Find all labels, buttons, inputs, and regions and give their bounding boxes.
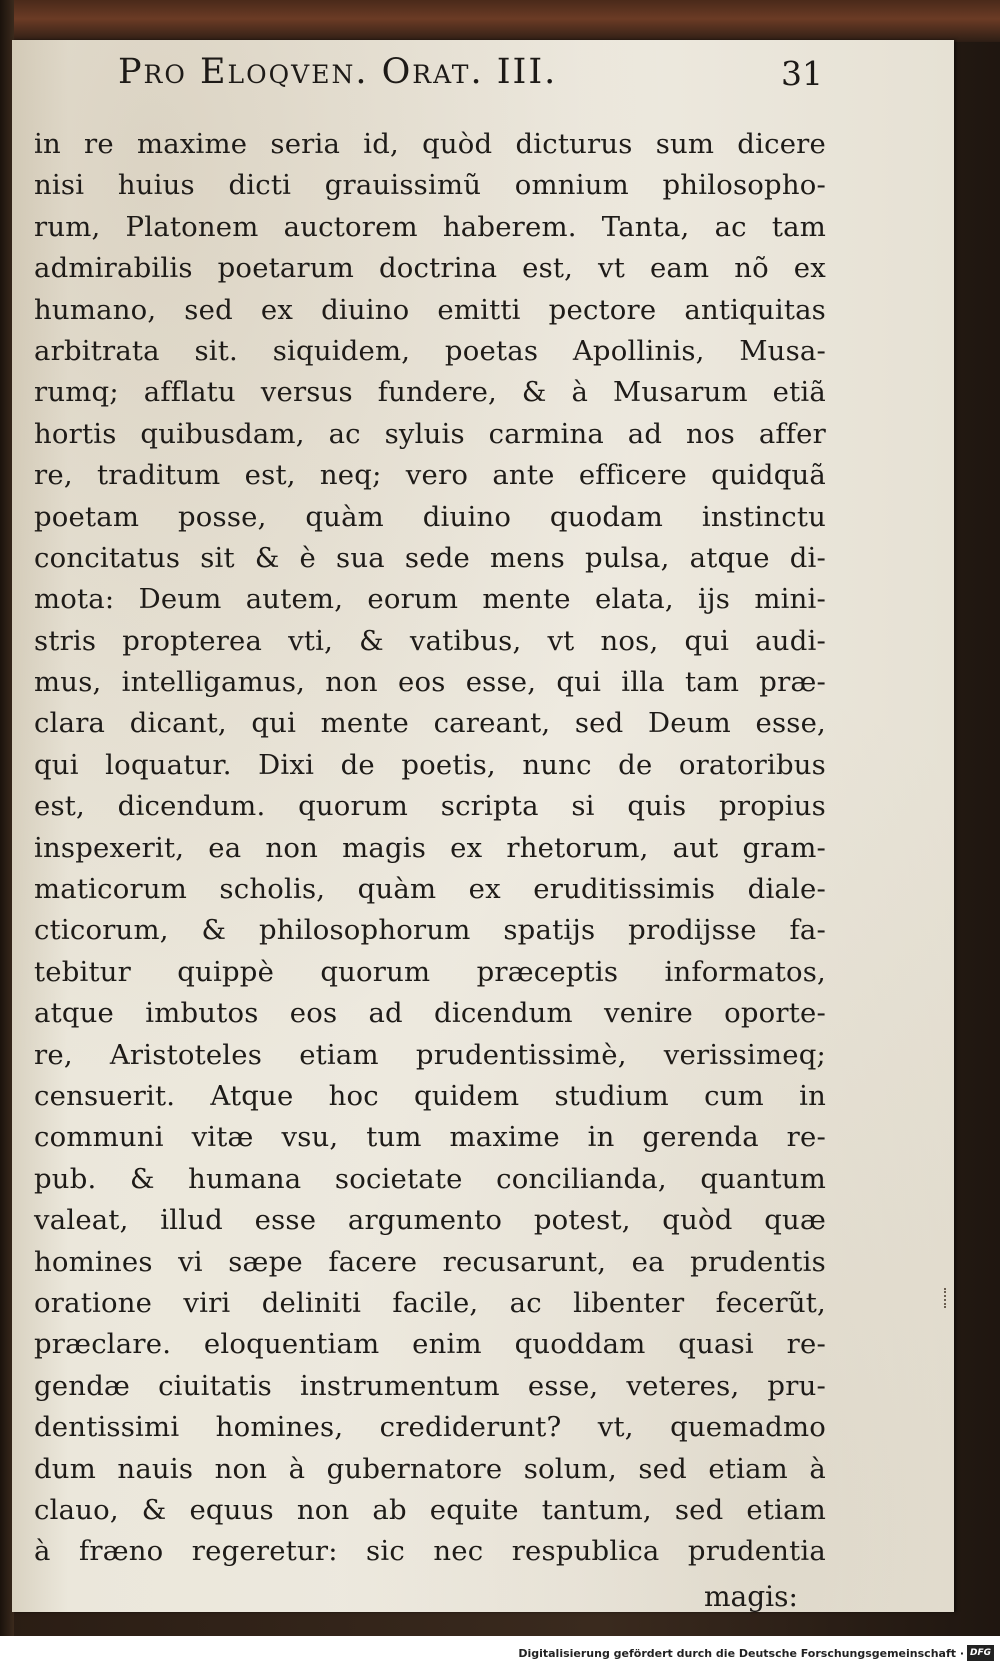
body-text [34,124,826,1573]
text-line: à fræno regeretur: sic nec respublica prudentia [34,1535,826,1568]
text-line: gendæ ciuitatis instrumentum esse, veteres, pru- [34,1369,826,1402]
text-line: dentissimi homines, crediderunt? vt, quemadmo [34,1411,826,1444]
book-top-edge [0,0,1000,42]
text-line: hortis quibusdam, ac syluis carmina ad nos affer [34,417,826,450]
text-line: nisi huius dicti grauissimũ omnium philosopho- [34,169,826,202]
text-line: est, dicendum. quorum scripta si quis propius [34,790,826,823]
text-line: poetam posse, quàm diuino quodam instinctu [34,500,826,533]
text-line: humano, sed ex diuino emitti pectore antiquitas [34,293,826,326]
footer-bar [0,1636,1000,1673]
text-line: homines vi sæpe facere recusarunt, ea prudentis [34,1245,826,1278]
text-line: dum nauis non à gubernatore solum, sed etiam à [34,1452,826,1485]
text-line: oratione viri deliniti facile, ac libenter fecerũt, [34,1286,826,1319]
text-line: censuerit. Atque hoc quidem studium cum in [34,1079,826,1112]
text-line: rumq; afflatu versus fundere, & à Musarum etiã [34,376,826,409]
text-line: pub. & humana societate concilianda, quantum [34,1162,826,1195]
page-number: 31 [781,54,823,93]
text-line: maticorum scholis, quàm ex eruditissimis diale- [34,873,826,906]
text-line: re, Aristoteles etiam prudentissimè, verissimeq; [34,1038,826,1071]
margin-mark [944,1288,949,1308]
text-line: in re maxime seria id, quòd dicturus sum dicere [34,128,826,160]
text-line: rum, Platonem auctorem haberem. Tanta, ac tam [34,210,826,243]
text-line: stris propterea vti, & vatibus, vt nos, qui audi- [34,624,826,657]
text-line: clauo, & equus non ab equite tantum, sed etiam [34,1493,826,1526]
text-line: atque imbutos eos ad dicendum venire oporte- [34,997,826,1030]
running-title: Pro Eloqven. Orat. III. [118,52,558,92]
text-line: tebitur quippè quorum præceptis informatos, [34,955,826,988]
text-line: qui loquatur. Dixi de poetis, nunc de oratoribus [34,748,826,781]
text-line: concitatus sit & è sua sede mens pulsa, atque di- [34,541,826,574]
text-line: admirabilis poetarum doctrina est, vt eam nõ ex [34,252,826,285]
text-line: clara dicant, qui mente careant, sed Deum esse, [34,707,826,740]
text-line: valeat, illud esse argumento potest, quòd quæ [34,1204,826,1237]
dfg-logo: DFG [967,1645,994,1661]
text-line: præclare. eloquentiam enim quoddam quasi re- [34,1328,826,1361]
text-line: mus, intelligamus, non eos esse, qui illa tam præ- [34,666,826,699]
text-line: inspexerit, ea non magis ex rhetorum, aut gram- [34,831,826,864]
text-line: mota: Deum autem, eorum mente elata, ijs mini- [34,583,826,616]
catchword: magis: [704,1580,798,1613]
text-line: cticorum, & philosophorum spatijs prodijsse fa- [34,914,826,947]
digitization-credit: Digitalisierung gefördert durch die Deutsche Forschungsgemeinschaft · [518,1647,964,1660]
text-line: arbitrata sit. siquidem, poetas Apollinis, Musa- [34,334,826,367]
text-line: communi vitæ vsu, tum maxime in gerenda re- [34,1121,826,1154]
text-line: re, traditum est, neq; vero ante efficere quidquã [34,459,826,492]
